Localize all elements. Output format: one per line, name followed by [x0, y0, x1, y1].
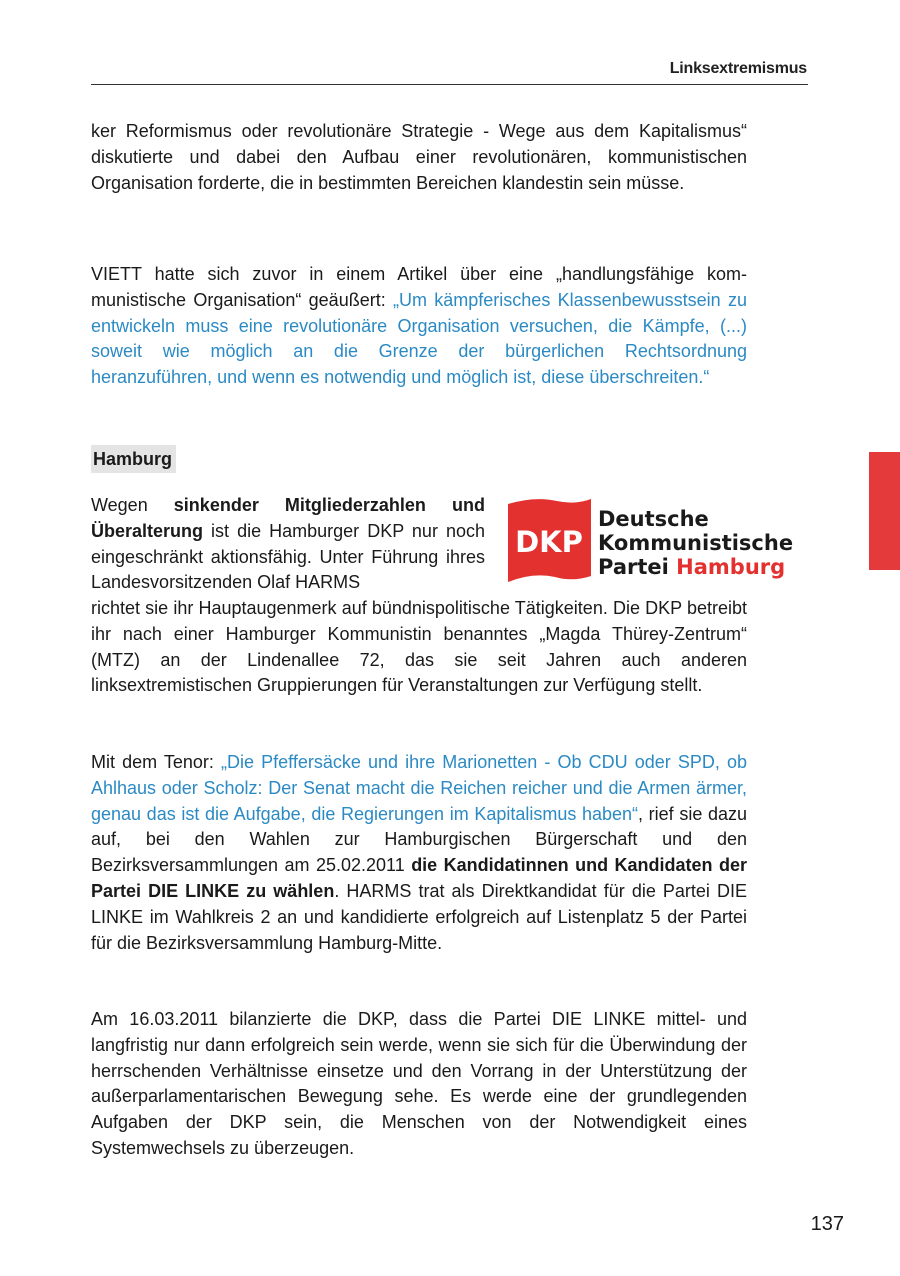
tenor-quote: „Die Pfeffersäcke und ihre Marionetten - Ob CDU oder SPD, ob Ahlhaus oder Scholz: Der Senat macht die Reichen reicher und die Armen ärmer, genau das ist die Aufgabe, die Regierungen im Kapitalismus haben“: [91, 752, 748, 824]
logo-line-kommunistische: Kommunistische: [598, 531, 794, 555]
dkp-abbreviation: DKP: [515, 525, 583, 559]
paragraph-tenor: [91, 750, 747, 956]
viett-quote: „Um kämpferisches Klassenbewusstsein zu entwickeln muss eine revolutionäre Organisation versuchen, die Kämpfe, (...) soweit wie möglich an die Grenze der bürgerlichen Rechtsordnung heranzuführen, und wenn es notwendig und möglich ist, diese überschreiten.“: [91, 289, 747, 388]
tenor-text-2: , rief sie dazu auf, bei den Wahlen zur Hamburgischen Bürgerschaft und den Bezirksversammlungen am 25.02.2011: [91, 803, 747, 876]
paragraph-hamburg-continued: richtet sie ihr Hauptaugenmerk auf bündnispolitische Tätigkeiten. Die DKP betreibt ihr nach einer Hamburger Kommunistin benanntes „Magda Thürey-Zentrum“ (MTZ) an der Lindenallee 72, das sie seit Jahren auch anderen linksextremistischen Gruppierungen für Veranstaltungen zur Verfügung stellt.: [91, 598, 747, 696]
running-header-title: Linksextremismus: [669, 60, 807, 77]
logo-line-deutsche: Deutsche: [598, 507, 709, 531]
section-heading-hamburg: Hamburg: [91, 445, 176, 473]
chapter-marker-tab: [869, 452, 900, 570]
paragraph-continuation: ker Reformismus oder revolutionäre Strategie - Wege aus dem Kapitalismus“ diskutierte und dabei den Aufbau einer revolutionären, kommunistischen Organisation forderte, die in bestimmten Bereichen klandestin sein müsse.: [91, 121, 747, 193]
logo-partei: Partei: [598, 555, 669, 579]
hamburg-intro-bold: sinkender Mitgliederzahlen und Überalterung: [91, 495, 485, 541]
hamburg-intro-text-1: Wegen: [91, 495, 174, 515]
logo-line-partei-hamburg: [598, 555, 808, 579]
paragraph-viett: [91, 262, 747, 391]
dkp-flag-icon: [505, 496, 593, 586]
tenor-text-3: . HARMS trat als Direktkandidat für die Partei DIE LINKE im Wahlkreis 2 an und kandidierte erfolgreich auf Listenplatz 5 der Partei für die Bezirksversammlung Hamburg-Mitte.: [91, 880, 748, 953]
paragraph-bilanz: Am 16.03.2011 bilanzierte die DKP, dass die Partei DIE LINKE mittel- und langfristig nur dann erfolgreich sein werde, wenn sie sich für die Überwindung der herrschenden Verhältnisse einsetze und den Vorrang in der Unterstützung der außerparlamentarischen Bewegung sehe. Es werde eine der grundlegenden Aufgaben der DKP sein, die Menschen von der Notwendigkeit eines Systemwechsels zu überzeugen.: [91, 1009, 747, 1158]
tenor-text-1: Mit dem Tenor:: [91, 752, 222, 772]
paragraph-hamburg-intro: [91, 493, 485, 596]
dkp-logo-wordmark: [598, 507, 808, 579]
hamburg-intro-text-2: ist die Hamburger DKP nur noch eingeschränkt aktionsfähig. Unter Führung ihres Landesvorsitzenden Olaf HARMS: [91, 520, 485, 593]
header-divider: [91, 84, 808, 85]
tenor-bold: die Kandidatinnen und Kandidaten der Partei DIE LINKE zu wählen: [91, 855, 748, 901]
logo-hamburg: Hamburg: [676, 555, 786, 579]
paragraph-viett-intro: VIETT hatte sich zuvor in einem Artikel über eine „handlungsfähige kommunistische Organisation“ geäußert:: [91, 264, 747, 310]
dkp-hamburg-logo: [505, 496, 808, 586]
page-number: 137: [810, 1213, 844, 1235]
